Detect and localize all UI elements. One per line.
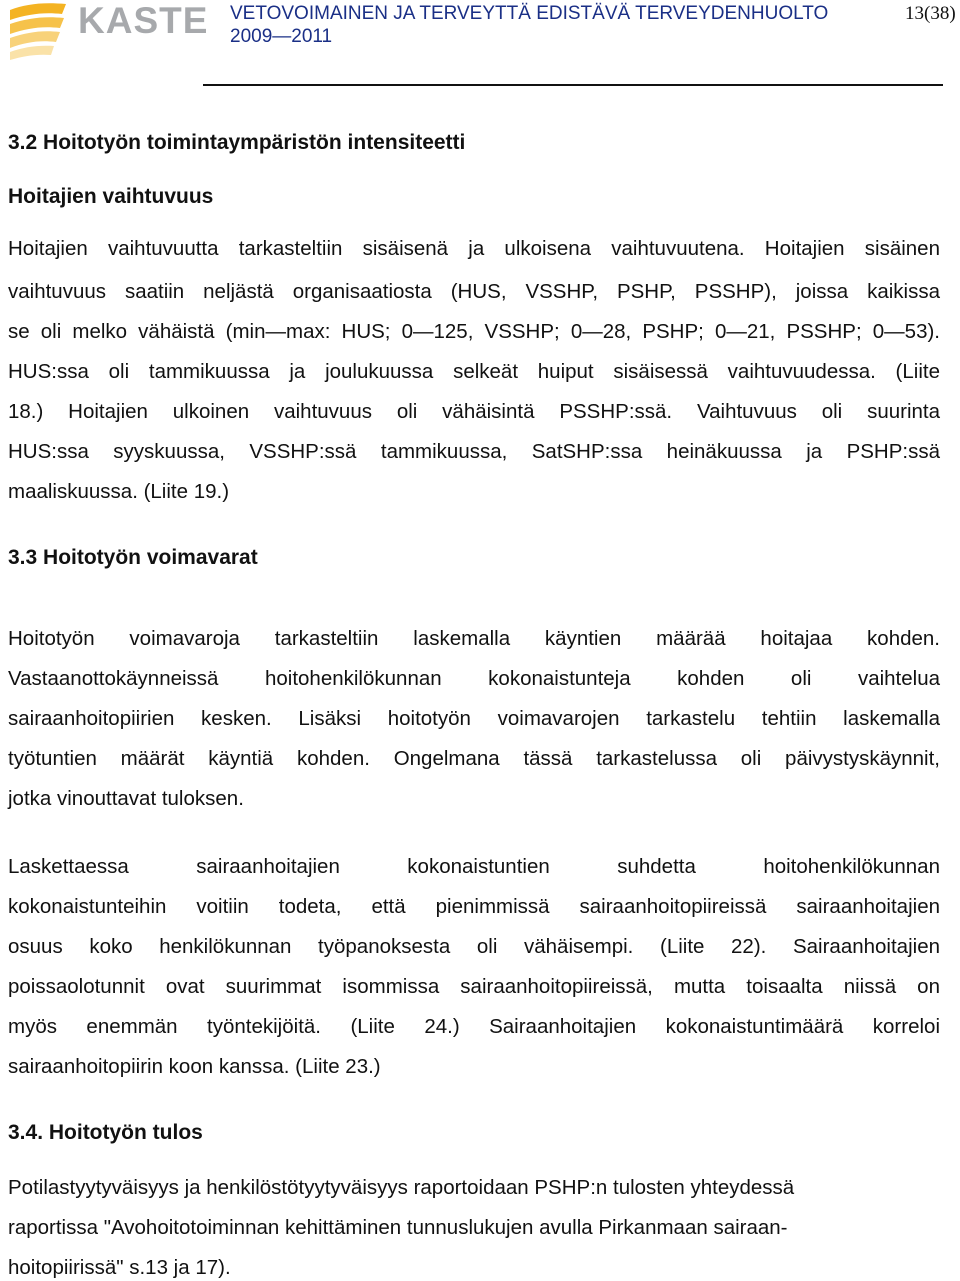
subheading-hoitajien-vaihtuvuus: Hoitajien vaihtuvuus [8,185,214,208]
section-3-4-heading: 3.4. Hoitotyön tulos [8,1121,203,1144]
paragraph-line: raportissa "Avohoitotoiminnan kehittäminen tunnuslukujen avulla Pirkanmaan sairaan- [8,1216,788,1239]
logo-text: KASTE [78,0,209,41]
paragraph-line: sairaanhoitopiirien kesken. Lisäksi hoitotyön voimavarojen tarkastelu tehtiin laskemalla [8,707,940,730]
paragraph-line: Potilastyytyväisyys ja henkilöstötyytyväisyys raportoidaan PSHP:n tulosten yhteydessä [8,1176,795,1199]
paragraph-line: maaliskuussa. (Liite 19.) [8,480,230,503]
document-title: VETOVOIMAINEN JA TERVEYTTÄ EDISTÄVÄ TERVEYDENHUOLTO [230,3,829,24]
paragraph-line: Hoitajien vaihtuvuutta tarkasteltiin sisäisenä ja ulkoisena vaihtuvuutena. Hoitajien sisäinen [8,237,940,260]
section-3-3-heading: 3.3 Hoitotyön voimavarat [8,546,258,569]
paragraph-line: Vastaanottokäynneissä hoitohenkilökunnan kokonaistunteja kohden oli vaihtelua [8,667,940,690]
section-3-2-heading: 3.2 Hoitotyön toimintaympäristön intensiteetti [8,131,466,154]
paragraph-line: 18.) Hoitajien ulkoinen vaihtuvuus oli vähäisintä PSSHP:ssä. Vaihtuvuus oli suurinta [8,400,940,423]
paragraph-line: Laskettaessa sairaanhoitajien kokonaistuntien suhdetta hoitohenkilökunnan [8,855,940,878]
paragraph-line: sairaanhoitopiirin koon kanssa. (Liite 23.) [8,1055,381,1078]
paragraph-line: osuus koko henkilökunnan työpanoksesta oli vähäisempi. (Liite 22). Sairaanhoitajien [8,935,940,958]
page-number: 13(38) [905,3,956,24]
paragraph-line: myös enemmän työntekijöitä. (Liite 24.) Sairaanhoitajien kokonaistuntimäärä korreloi [8,1015,940,1038]
document-years: 2009—2011 [230,26,333,47]
paragraph-line: vaihtuvuus saatiin neljästä organisaatiosta (HUS, VSSHP, PSHP, PSSHP), joissa kaikissa [8,280,940,303]
paragraph-line: se oli melko vähäistä (min—max: HUS; 0—125, VSSHP; 0—28, PSHP; 0—21, PSSHP; 0—53). [8,320,940,343]
paragraph-line: poissaolotunnit ovat suurimmat isommissa sairaanhoitopiireissä, mutta toisaalta niissä on [8,975,940,998]
paragraph-line: Hoitotyön voimavaroja tarkasteltiin laskemalla käyntien määrää hoitajaa kohden. [8,627,940,650]
paragraph-line: hoitopiirissä" s.13 ja 17). [8,1256,231,1279]
paragraph-line: jotka vinouttavat tuloksen. [8,787,244,810]
page-header [0,0,960,90]
paragraph-line: HUS:ssa oli tammikuussa ja joulukuussa selkeät huiput sisäisessä vaihtuvuudessa. (Liite [8,360,940,383]
paragraph-line: kokonaistunteihin voitiin todeta, että pienimmissä sairaanhoitopiireissä sairaanhoitajien [8,895,940,918]
kaste-logo-mark-icon [6,0,72,62]
kaste-logo [6,0,209,62]
paragraph-line: HUS:ssa syyskuussa, VSSHP:ssä tammikuussa, SatSHP:ssa heinäkuussa ja PSHP:ssä [8,440,940,463]
paragraph-line: työtuntien määrät käyntiä kohden. Ongelmana tässä tarkastelussa oli päivystyskäynnit, [8,747,940,770]
header-divider [203,84,943,86]
